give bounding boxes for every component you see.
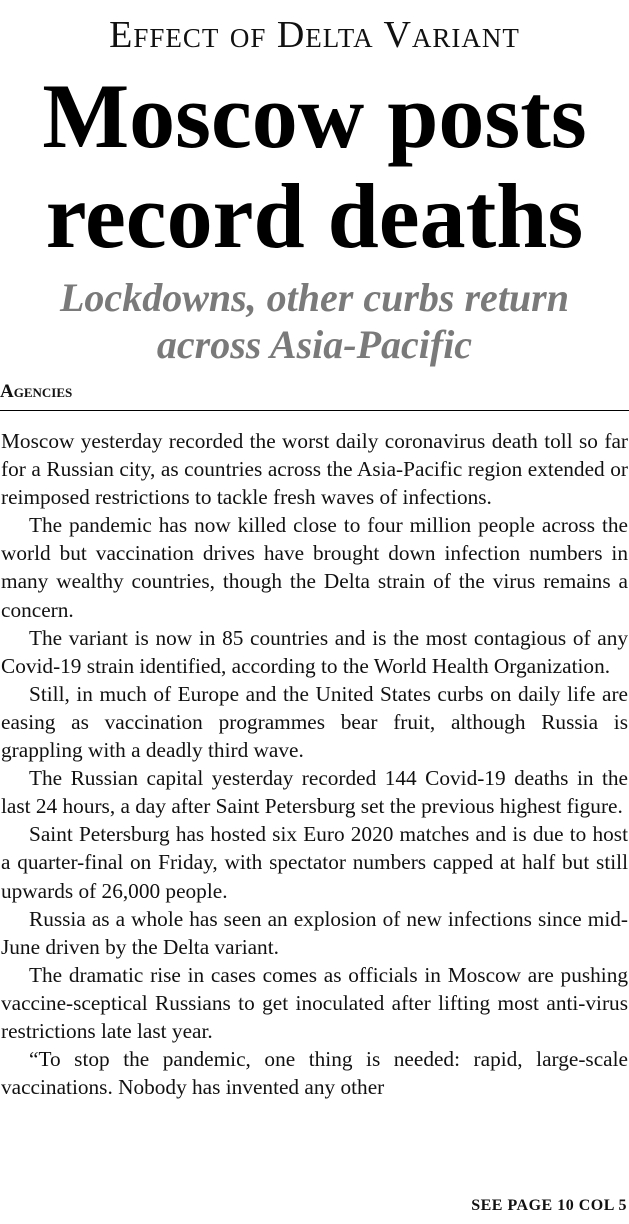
article-body xyxy=(1,427,628,1189)
subheadline-line-2: across Asia-Pacific xyxy=(156,322,473,367)
subheadline-line-1: Lockdowns, other curbs return xyxy=(60,275,569,320)
byline: Agencies xyxy=(0,381,73,402)
article-paragraph: Saint Petersburg has hosted six Euro 2020 matches and is due to host a quarter-final on Friday, with spectator numbers capped at half but still upwards of 26,000 people. xyxy=(1,822,628,903)
article-paragraph: The dramatic rise in cases comes as officials in Moscow are pushing vaccine-sceptical Russians to get inoculated after lifting most anti-virus restrictions late last year. xyxy=(1,962,628,1043)
article-paragraph: Moscow yesterday recorded the worst daily coronavirus death toll so far for a Russian city, as countries across the Asia-Pacific region extended or reimposed restrictions to tackle fresh waves of infections. xyxy=(1,429,628,510)
headline xyxy=(0,66,629,266)
article-paragraph: The Russian capital yesterday recorded 144 Covid-19 deaths in the last 24 hours, a day after Saint Petersburg set the previous highest figure. xyxy=(1,766,628,819)
article-paragraph: The pandemic has now killed close to four million people across the world but vaccination drives have brought down infection numbers in many wealthy countries, though the Delta strain of the virus remains a concern. xyxy=(1,513,628,622)
byline-divider xyxy=(0,410,629,411)
subheadline xyxy=(0,274,629,368)
kicker: Effect of Delta Variant xyxy=(109,14,520,56)
headline-line-2: record deaths xyxy=(45,165,584,267)
article-paragraph: The variant is now in 85 countries and is the most contagious of any Covid-19 strain identified, according to the World Health Organization. xyxy=(1,625,628,678)
continuation-jump-line: SEE PAGE 10 COL 5 xyxy=(471,1197,627,1214)
headline-line-1: Moscow posts xyxy=(42,65,587,167)
article-paragraph: “To stop the pandemic, one thing is needed: rapid, large-scale vaccinations. Nobody has invented any other xyxy=(1,1047,628,1100)
article-paragraph: Still, in much of Europe and the United States curbs on daily life are easing as vaccination programmes bear fruit, although Russia is grappling with a deadly third wave. xyxy=(1,681,628,763)
article-paragraph: Russia as a whole has seen an explosion of new infections since mid-June driven by the Delta variant. xyxy=(1,906,628,959)
